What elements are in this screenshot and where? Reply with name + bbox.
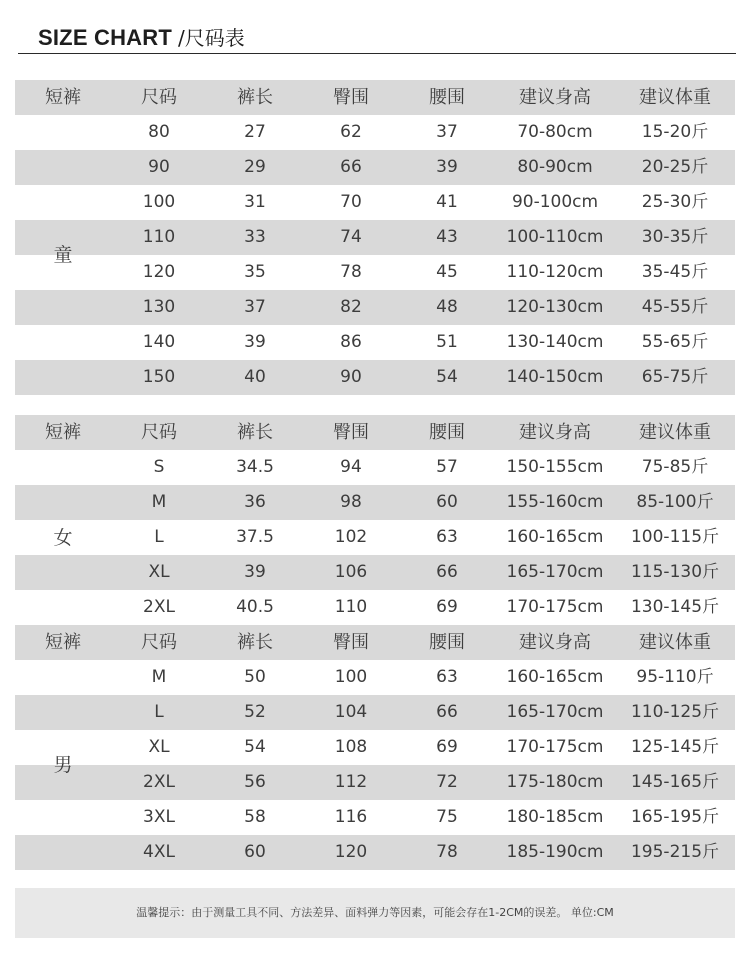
table-cell: 2XL (143, 597, 175, 617)
table-cell: 40.5 (236, 597, 274, 617)
size-section (15, 625, 735, 870)
table-row (15, 835, 735, 870)
table-cell: S (153, 457, 165, 477)
table-cell: 75-85斤 (641, 457, 709, 477)
column-header: 尺码 (141, 87, 177, 108)
table-cell: 170-175cm (506, 737, 604, 757)
table-cell: 3XL (143, 807, 175, 827)
column-header: 腰围 (429, 422, 465, 443)
table-row (15, 555, 735, 590)
table-cell: 86 (340, 332, 362, 352)
table-cell: 110-120cm (506, 262, 604, 282)
table-row (15, 290, 735, 325)
table-cell: 82 (340, 297, 362, 317)
table-cell: 130-140cm (506, 332, 604, 352)
column-header: 臀围 (333, 632, 369, 653)
table-cell: 48 (436, 297, 458, 317)
table-cell: 150-155cm (506, 457, 604, 477)
table-cell: 116 (334, 807, 368, 827)
table-cell: 29 (244, 157, 266, 177)
page-title (38, 22, 245, 52)
table-row (15, 115, 735, 150)
table-row (15, 220, 735, 255)
table-cell: 69 (436, 597, 458, 617)
table-cell: 39 (244, 332, 266, 352)
table-cell: 31 (244, 192, 266, 212)
column-header: 短裤 (45, 422, 81, 443)
table-cell: 104 (334, 702, 368, 722)
table-row (15, 185, 735, 220)
table-cell: 63 (436, 667, 458, 687)
table-cell: 20-25斤 (641, 157, 709, 177)
table-cell: XL (148, 737, 170, 757)
table-cell: 52 (244, 702, 266, 722)
table-cell: 165-170cm (506, 562, 604, 582)
table-row (15, 695, 735, 730)
title-english: SIZE CHART (38, 25, 172, 50)
table-cell: 39 (436, 157, 458, 177)
table-header-row (15, 80, 735, 115)
table-cell: 110-125斤 (630, 702, 720, 722)
table-cell: 108 (334, 737, 368, 757)
table-cell: 37.5 (236, 527, 274, 547)
table-cell: 60 (436, 492, 458, 512)
table-cell: 57 (436, 457, 458, 477)
table-cell: 51 (436, 332, 458, 352)
table-cell: 180-185cm (506, 807, 604, 827)
table-cell: 175-180cm (506, 772, 604, 792)
table-cell: 110 (334, 597, 368, 617)
group-label: 男 (53, 754, 73, 776)
table-cell: 140 (142, 332, 176, 352)
table-cell: 160-165cm (506, 527, 604, 547)
table-cell: 50 (244, 667, 266, 687)
column-header: 尺码 (141, 632, 177, 653)
table-header-row (15, 415, 735, 450)
table-cell: 78 (340, 262, 362, 282)
table-cell: 66 (436, 562, 458, 582)
column-header: 短裤 (45, 632, 81, 653)
table-cell: 90-100cm (511, 192, 599, 212)
table-row (15, 485, 735, 520)
column-header: 裤长 (237, 632, 273, 653)
table-cell: 160-165cm (506, 667, 604, 687)
table-cell: 150 (142, 367, 176, 387)
table-cell: 66 (340, 157, 362, 177)
table-cell: 54 (436, 367, 458, 387)
table-cell: 74 (340, 227, 362, 247)
table-cell: 90 (148, 157, 170, 177)
measurement-note: 温馨提示：由于测量工具不同、方法差异、面料弹力等因素，可能会存在1-2CM的误差。 单位:CM (136, 906, 614, 919)
column-header: 裤长 (237, 422, 273, 443)
table-cell: 30-35斤 (641, 227, 709, 247)
table-cell: 145-165斤 (630, 772, 720, 792)
column-header: 裤长 (237, 87, 273, 108)
table-row (15, 730, 735, 765)
table-cell: 94 (340, 457, 362, 477)
table-cell: 58 (244, 807, 266, 827)
table-cell: 63 (436, 527, 458, 547)
table-cell: 100-115斤 (630, 527, 720, 547)
table-row (15, 660, 735, 695)
table-cell: 130-145斤 (630, 597, 720, 617)
table-cell: 37 (244, 297, 266, 317)
table-cell: 85-100斤 (636, 492, 714, 512)
title-divider (18, 53, 736, 54)
table-cell: 60 (244, 842, 266, 862)
title-chinese: /尺码表 (178, 26, 245, 50)
table-row (15, 450, 735, 485)
table-cell: L (154, 702, 164, 722)
column-header: 建议身高 (519, 422, 591, 443)
table-row (15, 520, 735, 555)
table-cell: 45-55斤 (641, 297, 709, 317)
column-header: 臀围 (333, 87, 369, 108)
table-cell: 56 (244, 772, 266, 792)
size-section (15, 415, 735, 625)
table-cell: 140-150cm (506, 367, 604, 387)
table-cell: 75 (436, 807, 458, 827)
table-cell: 72 (436, 772, 458, 792)
table-cell: 15-20斤 (641, 122, 709, 142)
table-cell: 39 (244, 562, 266, 582)
column-header: 建议体重 (639, 422, 711, 443)
table-header-row (15, 625, 735, 660)
table-cell: M (151, 667, 167, 687)
table-cell: 170-175cm (506, 597, 604, 617)
table-cell: 33 (244, 227, 266, 247)
column-header: 腰围 (429, 632, 465, 653)
table-cell: 195-215斤 (630, 842, 720, 862)
table-cell: 37 (436, 122, 458, 142)
column-header: 臀围 (333, 422, 369, 443)
table-cell: 125-145斤 (630, 737, 720, 757)
table-cell: 41 (436, 192, 458, 212)
table-cell: 130 (142, 297, 176, 317)
table-cell: 110 (142, 227, 176, 247)
table-row (15, 325, 735, 360)
table-row (15, 360, 735, 395)
column-header: 建议体重 (639, 87, 711, 108)
table-cell: 35-45斤 (641, 262, 709, 282)
column-header: 建议体重 (639, 632, 711, 653)
table-cell: L (154, 527, 164, 547)
table-cell: 70-80cm (517, 122, 593, 142)
table-cell: 78 (436, 842, 458, 862)
table-cell: 100-110cm (506, 227, 604, 247)
table-cell: 185-190cm (506, 842, 604, 862)
table-cell: 66 (436, 702, 458, 722)
table-cell: 55-65斤 (641, 332, 709, 352)
table-row (15, 255, 735, 290)
table-cell: 62 (340, 122, 362, 142)
note-box (15, 888, 735, 938)
column-header: 短裤 (45, 87, 81, 108)
table-cell: 120 (334, 842, 368, 862)
table-cell: 106 (334, 562, 368, 582)
table-cell: 100 (334, 667, 368, 687)
table-cell: 98 (340, 492, 362, 512)
column-header: 尺码 (141, 422, 177, 443)
table-row (15, 150, 735, 185)
table-cell: 70 (340, 192, 362, 212)
table-cell: 4XL (143, 842, 175, 862)
table-cell: 80-90cm (517, 157, 593, 177)
table-cell: 34.5 (236, 457, 274, 477)
table-cell: 43 (436, 227, 458, 247)
table-cell: 65-75斤 (641, 367, 709, 387)
table-cell: 80 (148, 122, 170, 142)
table-cell: 115-130斤 (630, 562, 720, 582)
table-cell: M (151, 492, 167, 512)
table-cell: 102 (334, 527, 368, 547)
group-label: 女 (53, 526, 73, 549)
size-section (15, 80, 735, 395)
table-cell: 112 (334, 772, 368, 792)
table-cell: 27 (244, 122, 266, 142)
table-cell: 2XL (143, 772, 175, 792)
table-cell: 69 (436, 737, 458, 757)
column-header: 建议身高 (519, 87, 591, 108)
table-cell: 25-30斤 (641, 192, 709, 212)
table-cell: 155-160cm (506, 492, 604, 512)
table-cell: 120-130cm (506, 297, 604, 317)
table-cell: 45 (436, 262, 458, 282)
table-row (15, 590, 735, 625)
table-cell: 100 (142, 192, 176, 212)
group-label: 童 (53, 244, 73, 266)
table-cell: 54 (244, 737, 266, 757)
table-cell: XL (148, 562, 170, 582)
table-cell: 165-170cm (506, 702, 604, 722)
table-cell: 35 (244, 262, 266, 282)
table-cell: 90 (340, 367, 362, 387)
table-cell: 120 (142, 262, 176, 282)
table-cell: 165-195斤 (630, 807, 720, 827)
table-cell: 95-110斤 (636, 667, 714, 687)
table-cell: 40 (244, 367, 266, 387)
table-row (15, 765, 735, 800)
column-header: 建议身高 (519, 632, 591, 653)
column-header: 腰围 (429, 87, 465, 108)
table-cell: 36 (244, 492, 266, 512)
table-row (15, 800, 735, 835)
